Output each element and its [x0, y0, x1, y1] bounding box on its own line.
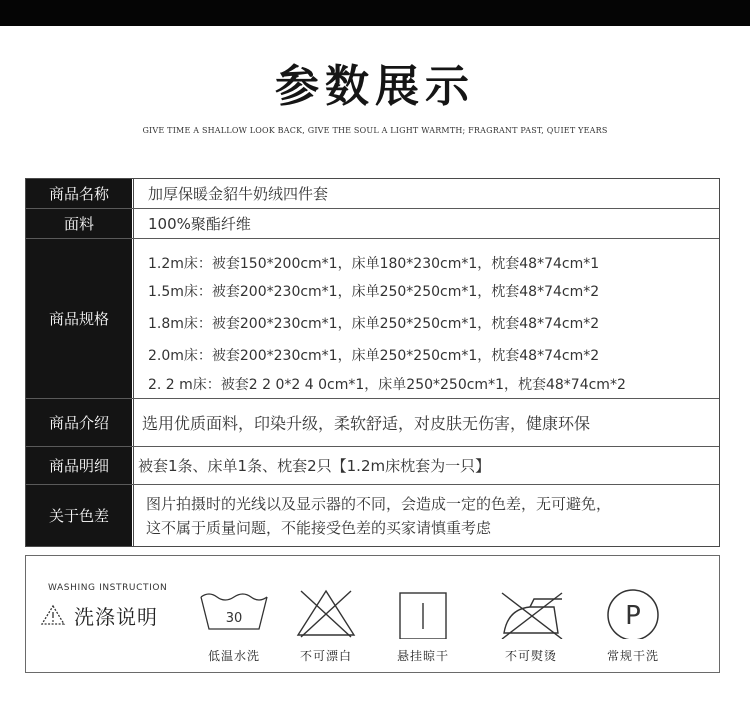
wash-item-no-bleach: [281, 579, 371, 669]
washing-title-en: WASHING INSTRUCTION: [48, 583, 168, 593]
dry-clean-letter: P: [625, 601, 641, 631]
param-value-detail: [133, 447, 719, 484]
no-bleach-icon: [281, 579, 371, 639]
param-value-intro: [133, 399, 719, 446]
low-temp-wash-icon: [189, 579, 279, 639]
color-note-line: 图片拍摄时的光线以及显示器的不同，会造成一定的色差，无可避免，: [146, 495, 612, 513]
param-label-name: 商品名称: [26, 179, 132, 208]
param-row-intro: [26, 399, 719, 447]
page-title: 参数展示: [275, 61, 475, 112]
wash-item-dry-clean: [588, 579, 678, 669]
param-value-name: [133, 179, 719, 208]
dry-clean-icon: [588, 579, 678, 639]
param-value-intro-text: 选用优质面料，印染升级，柔软舒适，对皮肤无伤害，健康环保: [142, 414, 591, 433]
spec-line: 1.5m床：被套200*230cm*1，床单250*250cm*1，枕套48*74cm*2: [148, 284, 600, 300]
washing-instruction-panel: [25, 555, 720, 673]
param-value-material: [133, 209, 719, 238]
param-label-detail: 商品明细: [26, 447, 132, 484]
param-row-detail: [26, 447, 719, 485]
wash-item-low-temp: [189, 579, 279, 669]
param-label-material: 面料: [26, 209, 132, 238]
param-row-material: [26, 209, 719, 239]
param-label-intro: 商品介绍: [26, 399, 132, 446]
param-value-name-text: 加厚保暖金貂牛奶绒四件套: [148, 185, 329, 203]
params-table: [25, 178, 720, 547]
wash-label: 不可熨烫: [504, 649, 557, 663]
hang-dry-icon: [378, 579, 468, 639]
param-row-specs: [26, 239, 719, 399]
param-value-color: [133, 485, 719, 546]
param-label-specs: 商品规格: [26, 239, 132, 398]
param-row-name: [26, 179, 719, 209]
washing-title-zh: 洗涤说明: [74, 605, 158, 629]
wash-label: 低温水洗: [207, 649, 260, 663]
spec-line: 1.2m床：被套150*200cm*1，床单180*230cm*1，枕套48*74cm*1: [148, 256, 600, 272]
spec-line: 1.8m床：被套200*230cm*1，床单250*250cm*1，枕套48*74cm*2: [148, 316, 600, 332]
color-note-line: 这不属于质量问题，不能接受色差的买家请慎重考虑: [146, 519, 492, 537]
page-subtitle: GIVE TIME A SHALLOW LOOK BACK, GIVE THE SOUL A LIGHT WARMTH; FRAGRANT PAST, QUIET YEARS: [142, 126, 608, 135]
wash-label: 不可漂白: [299, 649, 352, 663]
wash-temp-text: 30: [225, 611, 243, 626]
param-value-detail-text: 被套1条、床单1条、枕套2只【1.2m床枕套为一只】: [138, 457, 491, 475]
param-value-material-text: 100%聚酯纤维: [148, 215, 251, 233]
no-iron-icon: [486, 579, 576, 639]
spec-line: 2. 2 m床：被套2 2 0*2 4 0cm*1，床单250*250cm*1，枕套48*74cm*2: [148, 377, 626, 393]
param-value-specs: [133, 239, 719, 398]
param-row-color: [26, 485, 719, 546]
spec-line: 2.0m床：被套200*230cm*1，床单250*250cm*1，枕套48*74cm*2: [148, 348, 600, 364]
wash-item-hang-dry: [378, 579, 468, 669]
param-label-color: 关于色差: [26, 485, 132, 546]
warning-icon: [40, 604, 66, 626]
wash-label: 常规干洗: [606, 649, 659, 663]
wash-label: 悬挂晾干: [396, 649, 449, 663]
top-bar: [0, 0, 750, 26]
wash-item-no-iron: [486, 579, 576, 669]
